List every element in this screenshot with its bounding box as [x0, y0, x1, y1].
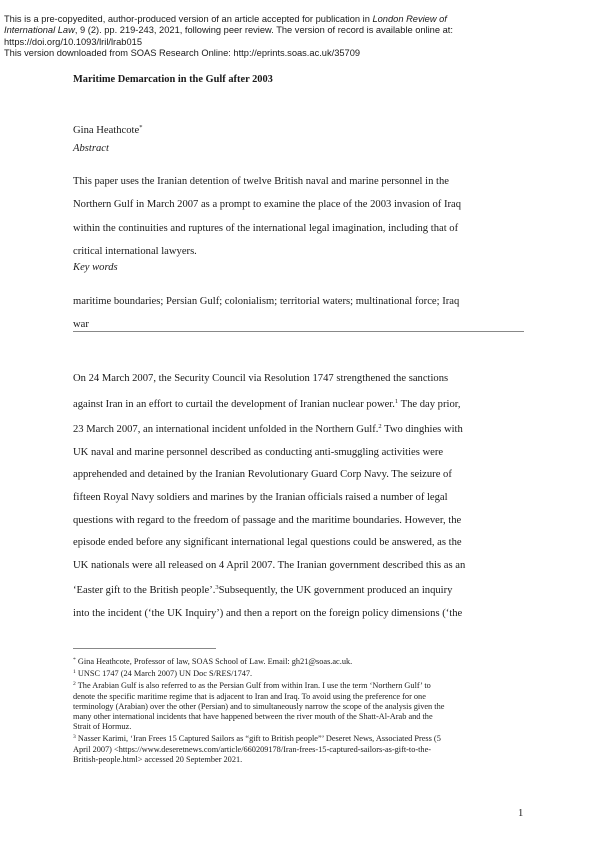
abstract-text — [73, 170, 533, 264]
footnote-2-line: many other international incidents that have happened between the river mouth of the Shatt-Al-Arab and the — [73, 712, 433, 722]
banner-journal-part-1: London Review of — [372, 14, 447, 24]
banner-download-line: This version downloaded from SOAS Research Online: http://eprints.soas.ac.uk/35709 — [4, 48, 361, 59]
author-footnote-mark[interactable]: * — [139, 124, 143, 131]
body-line: UK naval and marine personnel described as conducting anti-smuggling activities were — [73, 446, 444, 458]
body-line: apprehended and detained by the Iranian Revolutionary Guard Corp Navy. The seizure of — [73, 469, 452, 481]
footnote-ref-2[interactable]: 2 — [378, 423, 382, 431]
footnote-2-line: terminology (Arabian) over the other (Persian) and to simultaneously narrow the scope of the analysis given the — [73, 701, 445, 711]
repository-banner — [4, 14, 564, 60]
body-line: questions with regard to the freedom of passage and the maritime boundaries. However, the — [73, 514, 462, 526]
banner-line-1: This is a pre-copyedited, author-produced version of an article accepted for publication in — [4, 14, 373, 24]
footnote-separator — [73, 648, 216, 649]
body-line: ‘Easter gift to the British people’.$^3$Subsequently, the UK government produced an inquiry — [73, 584, 453, 597]
footnote-1: $^1$ UNSC 1747 (24 March 2007) UN Doc S/RES/1747. — [73, 669, 253, 679]
body-line: episode ended before any significant international legal questions could be answered, as the — [73, 537, 462, 549]
abstract-line: within the continuities and ruptures of the international legal imagination, including that of — [73, 222, 459, 234]
abstract-line: Northern Gulf in March 2007 as a prompt to examine the place of the 2003 invasion of Iraq — [73, 199, 462, 211]
footnote-author: * Gina Heathcote, Professor of law, SOAS School of Law. Email: gh21@soas.ac.uk. — [73, 657, 353, 666]
body-line: 23 March 2007, an international incident unfolded in the Northern Gulf.$^2$ Two dinghies with — [73, 423, 463, 436]
abstract-heading: Abstract — [73, 143, 109, 154]
body-line: On 24 March 2007, the Security Council via Resolution 1747 strengthened the sanctions — [73, 373, 449, 384]
body-line: against Iran in an effort to curtail the development of Iranian nuclear power.$^1$ The day prior, — [73, 397, 461, 410]
footnote-2-line: Strait of Hormuz. — [73, 722, 132, 732]
keywords-line: war — [73, 319, 89, 331]
footnote-2-line: denote the specific maritime regime that is adjacent to Iran and Iraq. To avoid using the preference for one — [73, 691, 426, 701]
body-paragraph — [73, 368, 533, 626]
banner-journal-part-2: International Law — [4, 25, 75, 36]
footnote-ref-1[interactable]: 1 — [394, 397, 399, 405]
footnote-3-url[interactable]: April 2007) <https://www.deseretnews.com/article/660209178/Iran-frees-15-captured-sailors-as-gift-to-the- — [73, 744, 432, 754]
banner-doi-link[interactable]: https://doi.org/10.1093/lril/lrab015 — [4, 36, 142, 47]
footnote-ref-3[interactable]: 3 — [215, 584, 219, 592]
page-number: 1 — [518, 808, 524, 819]
keywords-text — [73, 290, 533, 337]
footnote-3: $^3$ Nasser Karimi, ‘Iran Frees 15 Captured Sailors as “gift to British people”’ Deseret News, Associated Press (5 — [73, 734, 441, 744]
author-name — [73, 124, 142, 136]
footnote-3-line: British-people.html> accessed 20 September 2021. — [73, 754, 243, 764]
abstract-line: This paper uses the Iranian detention of twelve British naval and marine personnel in the — [73, 176, 449, 187]
author-name-text: Gina Heathcote — [73, 125, 140, 136]
footnotes — [73, 655, 533, 765]
body-line: UK nationals were all released on 4 April 2007. The Iranian government described this as an — [73, 559, 466, 571]
body-line: into the incident (‘the UK Inquiry’) and then a report on the foreign policy dimensions (‘the — [73, 607, 463, 619]
body-line: fifteen Royal Navy soldiers and marines by the Iranian officials raised a number of legal — [73, 491, 448, 503]
banner-line-2: , 9 (2). pp. 219-243, 2021, following peer review. The version of record is available online at: — [74, 25, 453, 36]
section-divider — [73, 331, 524, 332]
paper-title: Maritime Demarcation in the Gulf after 2003 — [73, 74, 273, 85]
keywords-line: maritime boundaries; Persian Gulf; colonialism; territorial waters; multinational force; Iraq — [73, 296, 460, 307]
abstract-line: critical international lawyers. — [73, 246, 197, 258]
keywords-heading: Key words — [73, 262, 118, 273]
footnote-2: $^2$ The Arabian Gulf is also referred to as the Persian Gulf from within Iran. I use the term ‘Northern Gulf’ to — [73, 681, 431, 691]
